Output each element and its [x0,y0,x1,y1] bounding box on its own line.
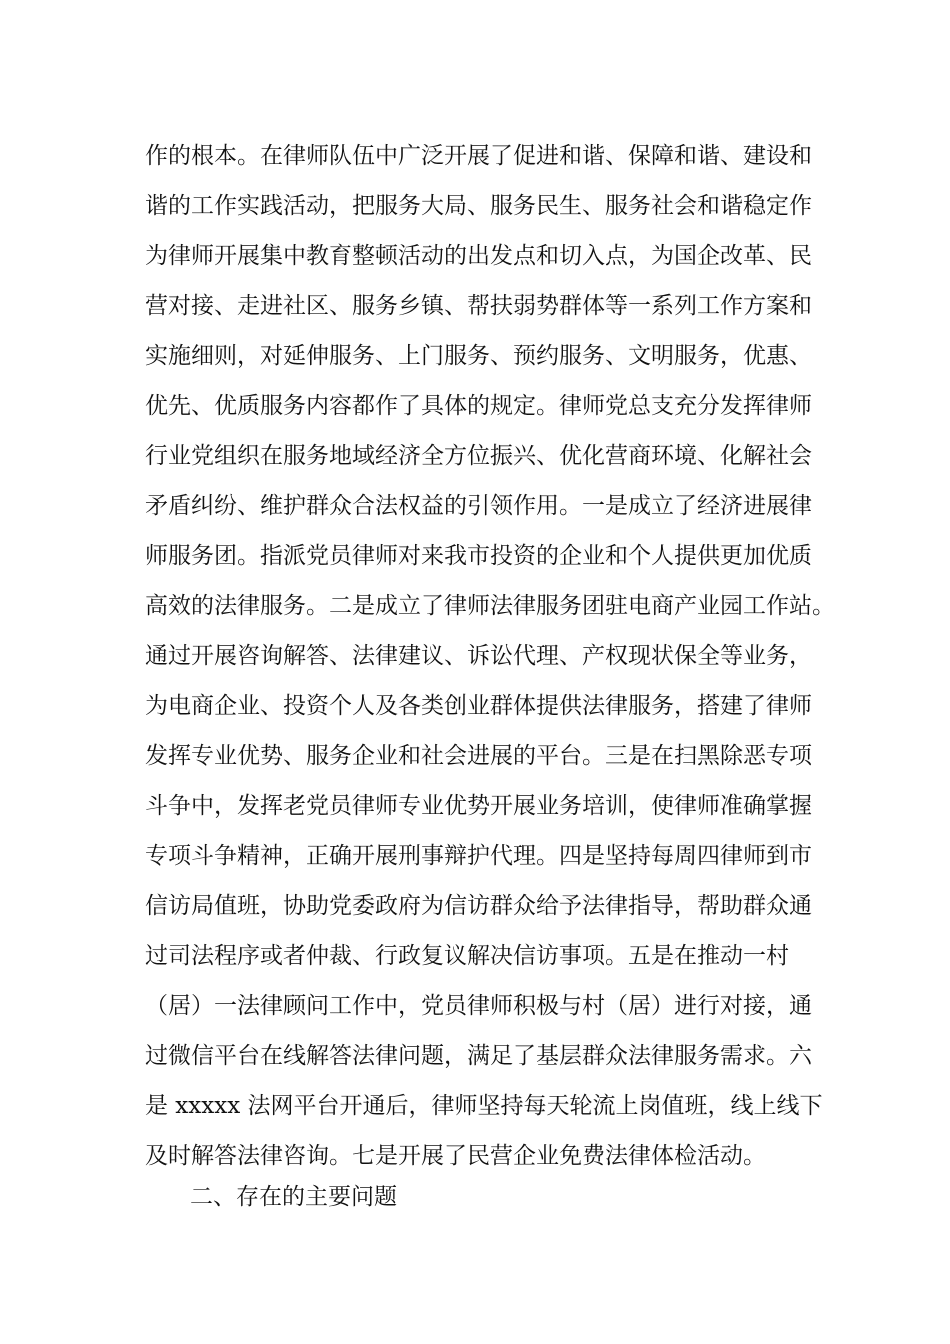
text-line: 作的根本。在律师队伍中广泛开展了促进和谐、保障和谐、建设和 [145,143,812,169]
text-line: 实施细则，对延伸服务、上门服务、预约服务、文明服务，优惠、 [145,343,812,369]
text-line: 通过开展咨询解答、法律建议、诉讼代理、产权现状保全等业务， [145,643,812,669]
text-line: 营对接、走进社区、服务乡镇、帮扶弱势群体等一系列工作方案和 [145,293,812,319]
text-line: 斗争中，发挥老党员律师专业优势开展业务培训，使律师准确掌握 [145,793,812,819]
text-line: 为电商企业、投资个人及各类创业群体提供法律服务，搭建了律师 [145,693,812,719]
text-line: 行业党组织在服务地域经济全方位振兴、优化营商环境、化解社会 [145,443,812,469]
text-line: 专项斗争精神，正确开展刑事辩护代理。四是坚持每周四律师到市 [145,843,812,869]
text-line: 是 xxxxx 法网平台开通后，律师坚持每天轮流上岗值班，线上线下 [145,1093,823,1119]
body-paragraph [145,131,835,1181]
text-line: 过微信平台在线解答法律问题，满足了基层群众法律服务需求。六 [145,1043,812,1069]
section-heading: 二、存在的主要问题 [190,1184,397,1210]
text-line: 优先、优质服务内容都作了具体的规定。律师党总支充分发挥律师 [145,393,812,419]
text-line: 及时解答法律咨询。七是开展了民营企业免费法律体检活动。 [145,1143,766,1169]
text-line: （居）一法律顾问工作中，党员律师积极与村（居）进行对接，通 [145,993,812,1019]
text-line: 过司法程序或者仲裁、行政复议解决信访事项。五是在推动一村 [145,943,789,969]
text-line: 发挥专业优势、服务企业和社会进展的平台。三是在扫黑除恶专项 [145,743,812,769]
text-line: 谐的工作实践活动，把服务大局、服务民生、服务社会和谐稳定作 [145,193,812,219]
text-line: 师服务团。指派党员律师对来我市投资的企业和个人提供更加优质 [145,543,812,569]
text-line: 信访局值班，协助党委政府为信访群众给予法律指导，帮助群众通 [145,893,812,919]
text-line: 高效的法律服务。二是成立了律师法律服务团驻电商产业园工作站。 [145,593,835,619]
text-line: 矛盾纠纷、维护群众合法权益的引领作用。一是成立了经济进展律 [145,493,812,519]
text-line: 为律师开展集中教育整顿活动的出发点和切入点，为国企改革、民 [145,243,812,269]
